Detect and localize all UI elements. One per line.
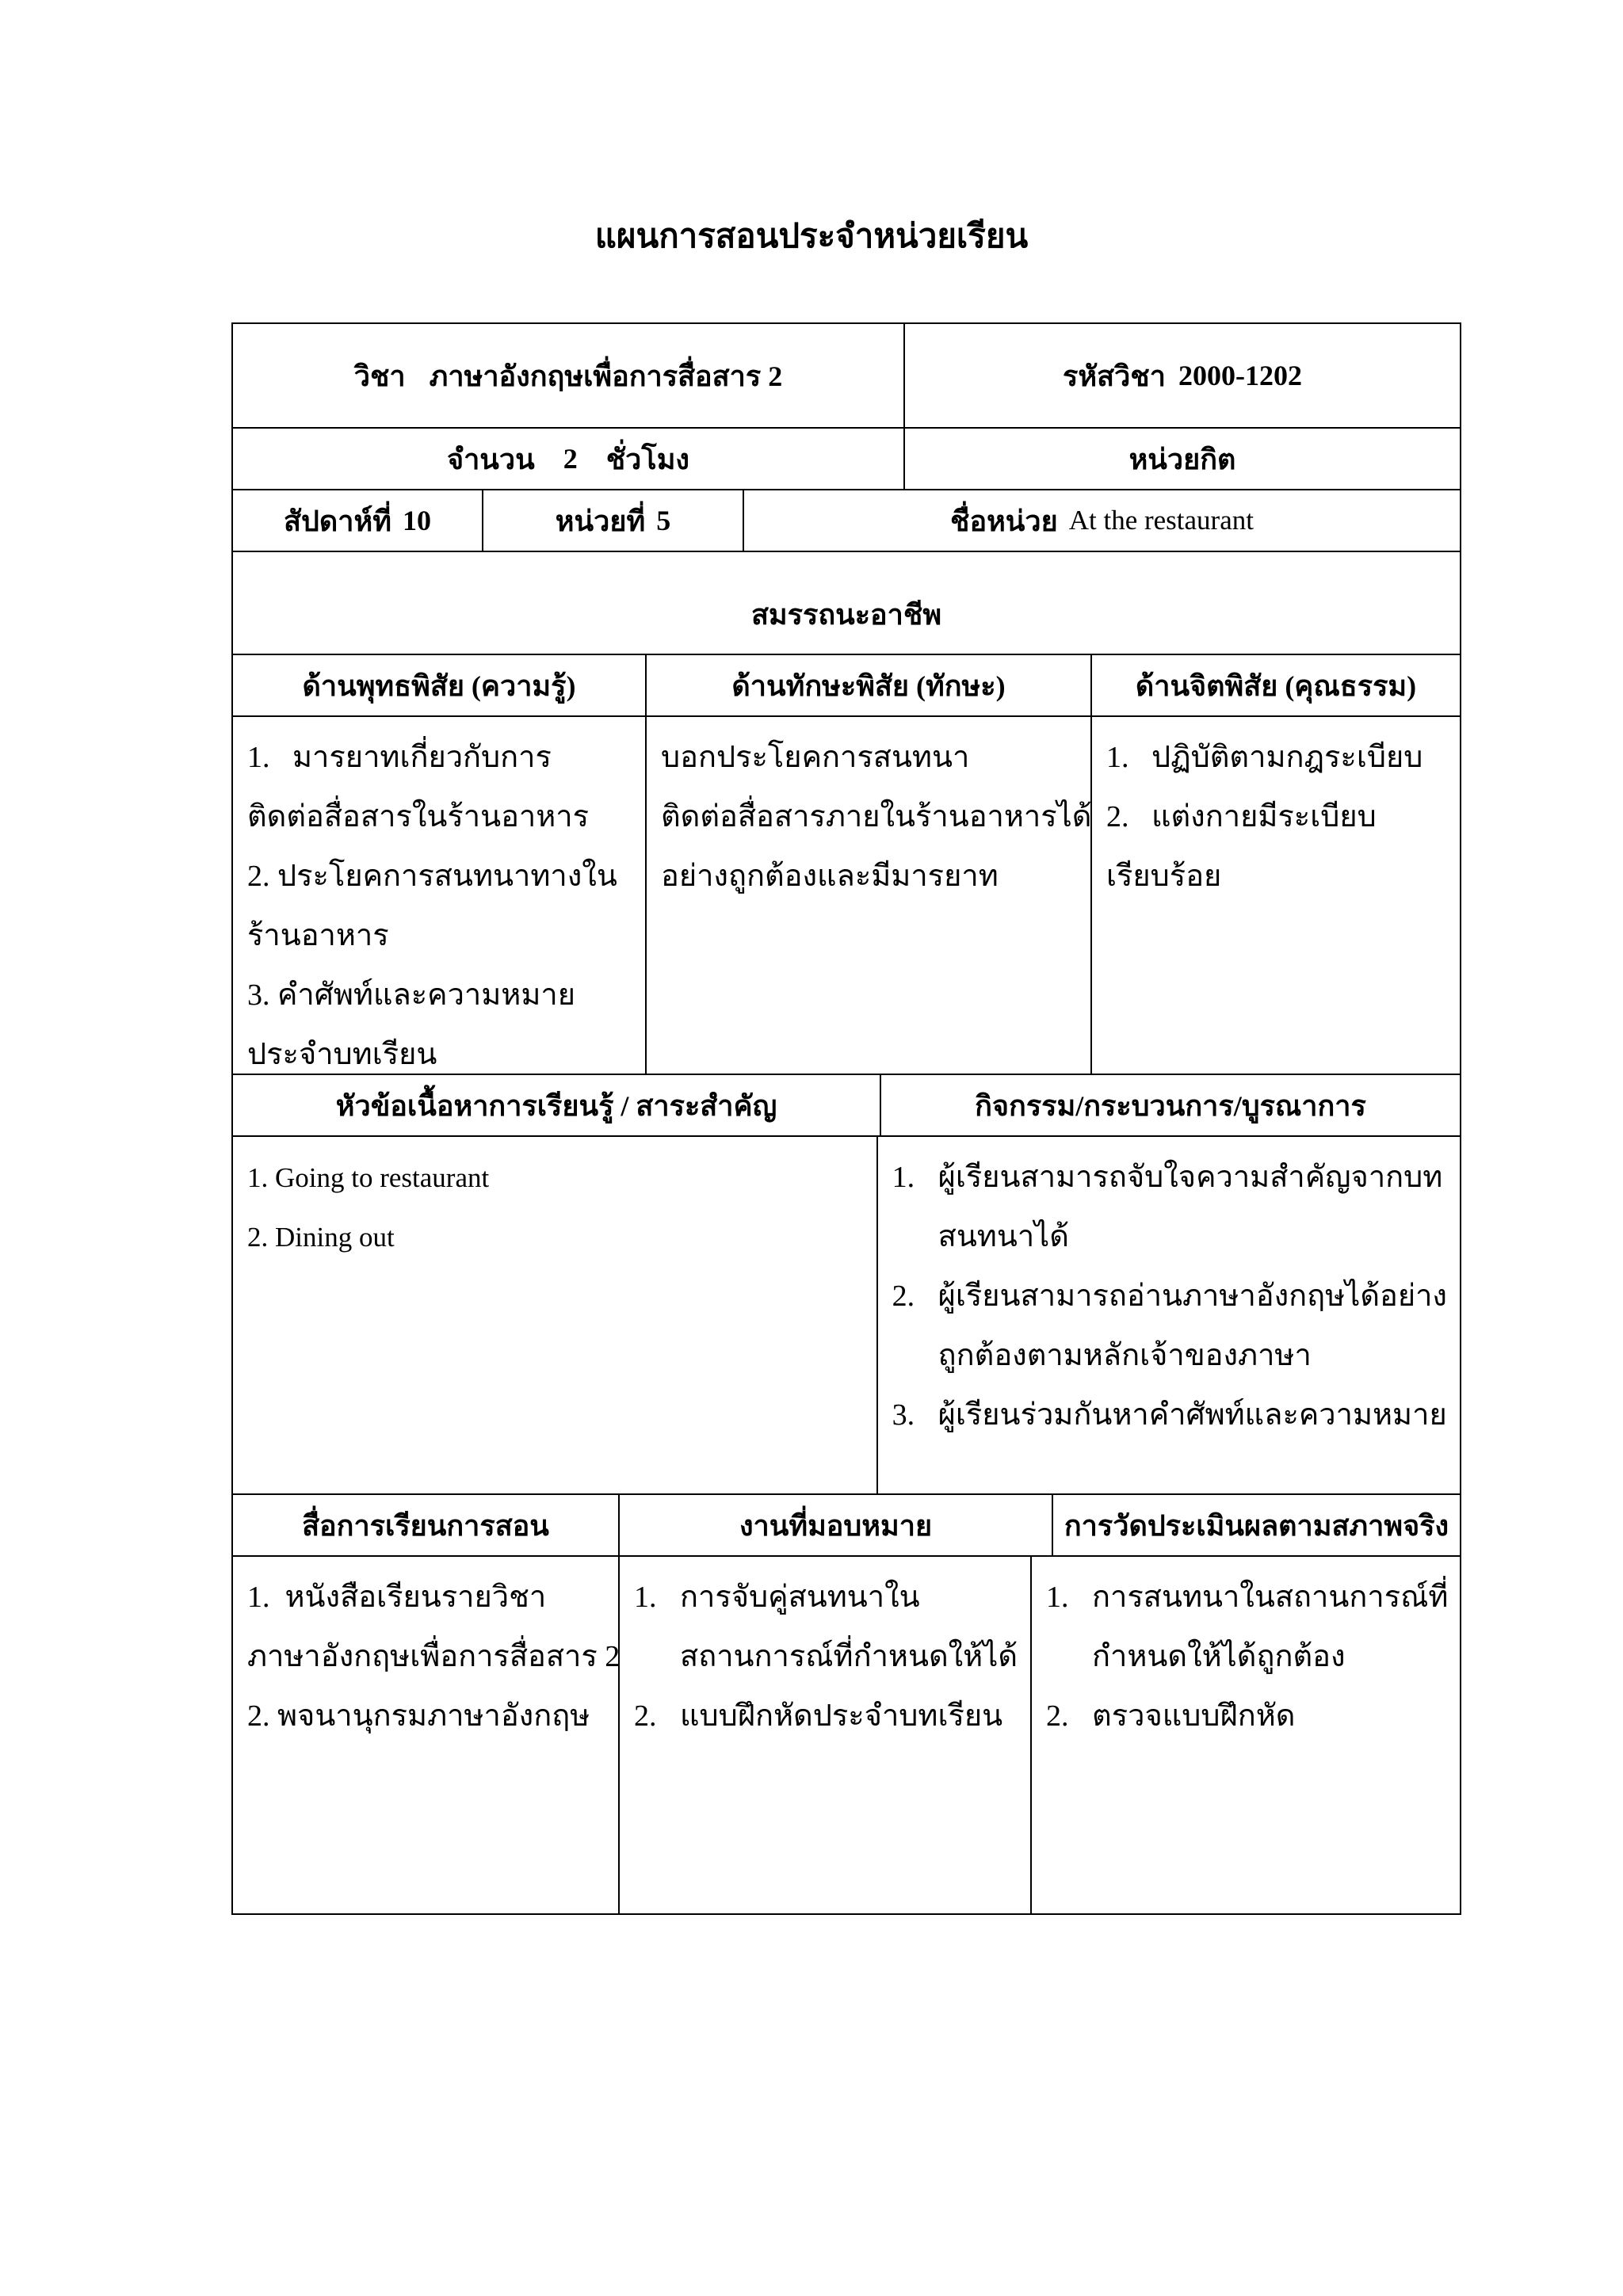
skill-header: ด้านทักษะพิสัย (ทักษะ)	[645, 655, 1090, 715]
topics-header: หัวข้อเนื้อหาการเรียนรู้ / สาระสำคัญ	[335, 1089, 777, 1122]
content-header-row	[233, 1074, 1460, 1135]
course-code-value: 2000-1202	[1178, 360, 1302, 391]
list-item: 2. แบบฝึกหัดประจำบทเรียน	[634, 1699, 1003, 1733]
unit-name-label: ชื่อหน่วย	[950, 505, 1058, 537]
course-code-label: รหัสวิชา	[1063, 360, 1166, 392]
page-title: แผนการสอนประจำหน่วยเรียน	[594, 219, 1029, 255]
list-item: 1. ผู้เรียนสามารถจับใจความสำคัญจากบท	[892, 1161, 1443, 1194]
list-item: 1. การจับคู่สนทนาใน	[634, 1581, 920, 1614]
list-item: 1. ปฏิบัติตามกฎระเบียบ	[1106, 741, 1423, 774]
credit-cell	[903, 429, 1460, 489]
subject-cell	[233, 324, 903, 427]
list-item: 1. มารยาทเกี่ยวกับการ	[247, 741, 552, 774]
knowledge-header: ด้านพุทธพิสัย (ความรู้)	[302, 669, 576, 702]
list-item: 2. Dining out	[247, 1222, 395, 1253]
attitude-header: ด้านจิตพิสัย (คุณธรรม)	[1090, 655, 1460, 715]
list-item-continued: ภาษาอังกฤษเพื่อการสื่อสาร 2	[247, 1640, 621, 1673]
list-item-continued: สถานการณ์ที่กำหนดให้ได้	[680, 1640, 1018, 1673]
competency-title: สมรรถนะอาชีพ	[750, 598, 942, 631]
media-list	[233, 1557, 621, 1913]
week-cell	[233, 490, 482, 551]
attitude-list	[1090, 717, 1460, 1074]
subject-row	[233, 324, 1460, 427]
hours-unit: ชั่วโมง	[605, 443, 690, 475]
list-item: 2. ตรวจแบบฝึกหัด	[1046, 1699, 1296, 1733]
list-item: 3. ผู้เรียนร่วมกันหาคำศัพท์และความหมาย	[892, 1398, 1447, 1432]
activities-header: กิจกรรม/กระบวนการ/บูรณาการ	[880, 1075, 1460, 1135]
competency-header-row	[233, 654, 1460, 715]
list-item-continued: เรียบร้อย	[1106, 860, 1222, 893]
list-item: 3. คำศัพท์และความหมาย	[247, 978, 576, 1012]
list-item: 1. การสนทนาในสถานการณ์ที่	[1046, 1581, 1449, 1614]
knowledge-list	[233, 717, 645, 1074]
credit-label: หน่วยกิต	[1128, 443, 1236, 475]
list-item: 1. หนังสือเรียนรายวิชา	[247, 1581, 547, 1614]
unit-number-value: 5	[656, 505, 671, 536]
list-item-continued: สนทนาได้	[938, 1220, 1069, 1253]
unit-number-cell	[482, 490, 743, 551]
assessment-list	[1030, 1557, 1461, 1913]
hours-label: จำนวน	[446, 443, 535, 475]
content-body-row	[233, 1135, 1460, 1493]
unit-number-label: หน่วยที่	[555, 505, 646, 537]
week-row	[233, 489, 1460, 551]
competency-title-row	[233, 551, 1460, 654]
assignments-header: งานที่มอบหมาย	[618, 1495, 1052, 1555]
competency-body-row	[233, 715, 1460, 1074]
list-item-continued: ติดต่อสื่อสารในร้านอาหาร	[247, 800, 590, 833]
assessment-header: การวัดประเมินผลตามสภาพจริง	[1052, 1495, 1460, 1555]
week-label: สัปดาห์ที่	[284, 505, 391, 537]
list-item-continued: ประจำบทเรียน	[247, 1038, 437, 1071]
week-value: 10	[402, 505, 431, 536]
subject-label: วิชา	[353, 360, 406, 392]
list-item-continued: ถูกต้องตามหลักเจ้าของภาษา	[938, 1339, 1312, 1372]
resources-header-row	[233, 1493, 1460, 1555]
activities-list	[876, 1137, 1460, 1493]
lesson-plan-table	[231, 322, 1461, 1915]
subject-name: ภาษาอังกฤษเพื่อการสื่อสาร 2	[429, 360, 783, 392]
unit-name-value: At the restaurant	[1068, 505, 1254, 536]
media-header: สื่อการเรียนการสอน	[302, 1509, 549, 1542]
hours-row	[233, 427, 1460, 489]
course-code-cell	[903, 324, 1460, 427]
list-item-continued: กำหนดให้ได้ถูกต้อง	[1092, 1640, 1346, 1673]
hours-value: 2	[563, 443, 578, 475]
assignments-list	[618, 1557, 1030, 1913]
list-item-continued: ร้านอาหาร	[247, 919, 389, 952]
list-item: 2. แต่งกายมีระเบียบ	[1106, 800, 1377, 833]
list-item: 1. Going to restaurant	[247, 1162, 490, 1193]
unit-name-cell	[743, 490, 1460, 551]
list-item: 2. ผู้เรียนสามารถอ่านภาษาอังกฤษได้อย่าง	[892, 1280, 1447, 1313]
list-item: 2. พจนานุกรมภาษาอังกฤษ	[247, 1699, 590, 1733]
topics-list	[233, 1137, 876, 1493]
skill-text: บอกประโยคการสนทนา ติดต่อสื่อสารภายในร้านอาหารได้ อย่างถูกต้องและมีมารยาท	[645, 717, 1090, 1074]
hours-cell	[233, 429, 903, 489]
list-item: 2. ประโยคการสนทนาทางใน	[247, 860, 617, 893]
resources-body-row	[233, 1555, 1460, 1913]
